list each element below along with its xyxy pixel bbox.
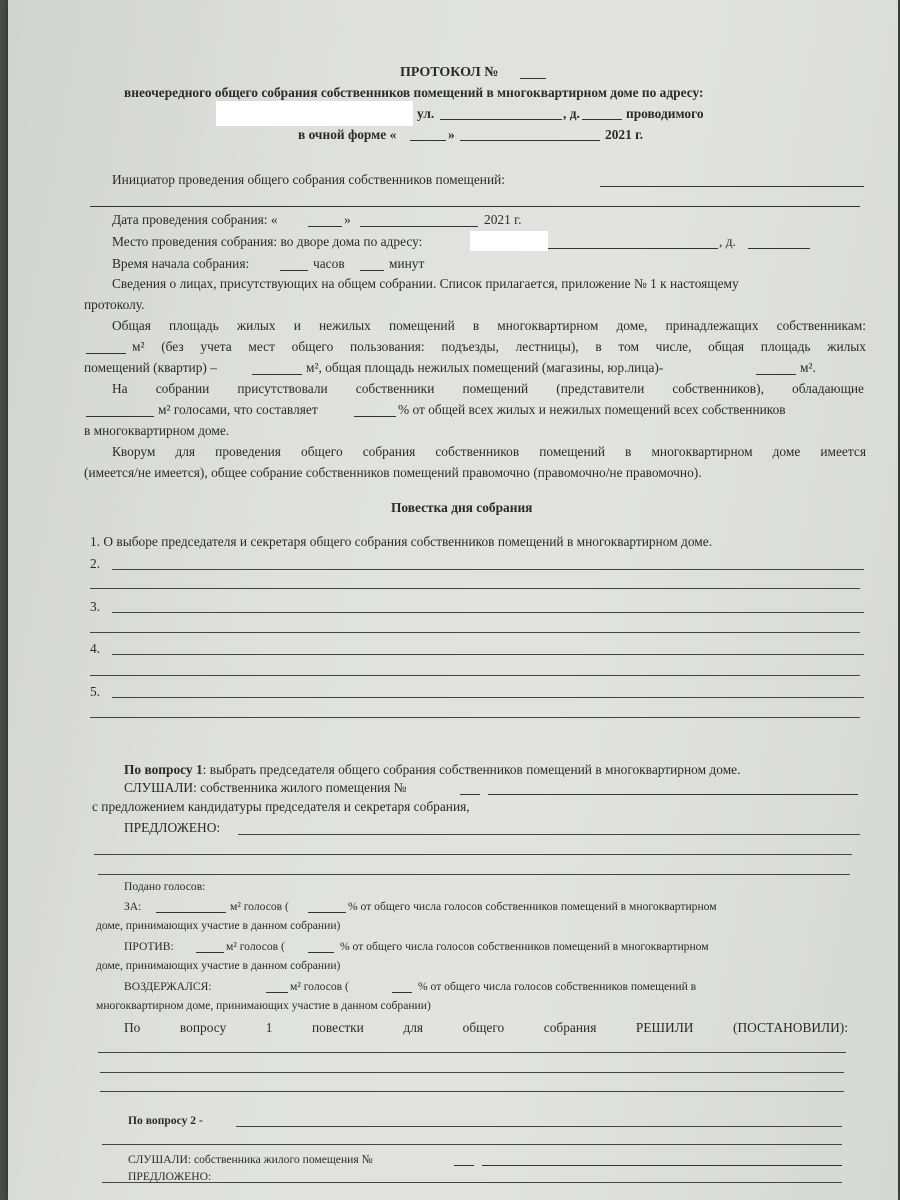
attendees-text-1: Сведения о лицах, присутствующих на общем собрании. Список прилагается, приложение № 1 к настоящему: [112, 276, 739, 291]
area-living-blank[interactable]: [252, 374, 302, 375]
votes-abstain-text-2: многоквартирном доме, принимающих участие в данном собрании): [96, 999, 431, 1012]
meeting-place-label: Место проведения собрания: во дворе дома по адресу:: [112, 234, 423, 249]
minutes-blank[interactable]: [360, 270, 384, 271]
quorum-text-1: Кворум для проведения общего собрания собственников помещений в многоквартирном доме имеется: [112, 444, 866, 459]
present-area-blank[interactable]: [86, 416, 154, 417]
area-text-3b: м², общая площадь нежилых помещений (магазины, юр.лица)-: [306, 360, 664, 375]
agenda-title: Повестка дня собрания: [391, 500, 533, 515]
agenda-item-5-line[interactable]: [112, 697, 864, 698]
present-percent-blank[interactable]: [354, 416, 396, 417]
agenda-item-2-line[interactable]: [112, 569, 864, 570]
votes-against-percent-blank[interactable]: [308, 952, 334, 953]
address-house-label: , д.: [563, 106, 580, 121]
question1-apartment-blank[interactable]: [460, 794, 480, 795]
question2-line[interactable]: [236, 1126, 842, 1127]
area-text-2: м² (без учета мест общего пользования: подъезды, лестницы), в том числе, общая площадь жилых: [132, 339, 866, 354]
question1-decision-line-2[interactable]: [100, 1072, 844, 1073]
form-quote-close: »: [448, 127, 455, 142]
document-page: [8, 0, 898, 1200]
place-house-label: , д.: [719, 234, 736, 249]
protocol-title: ПРОТОКОЛ №: [400, 65, 499, 80]
question1-proposed-line-2[interactable]: [94, 854, 852, 855]
votes-abstain-text: % от общего числа голосов собственников помещений в: [418, 980, 697, 993]
area-total-blank[interactable]: [86, 353, 126, 354]
present-text-2b: % от общей всех жилых и нежилых помещений всех собственников: [398, 402, 786, 417]
agenda-item-4-number: 4.: [90, 641, 101, 656]
question2-line-2[interactable]: [102, 1144, 842, 1145]
votes-against-label: ПРОТИВ:: [124, 940, 174, 953]
initiator-label: Инициатор проведения общего собрания собственников помещений:: [112, 172, 506, 187]
question1-proposed-line-3[interactable]: [98, 874, 850, 875]
initiator-blank[interactable]: [600, 186, 864, 187]
place-street-blank[interactable]: [548, 248, 718, 249]
question2-apartment-blank[interactable]: [454, 1165, 474, 1166]
votes-for-text: % от общего числа голосов собственников помещений в многоквартирном: [348, 900, 717, 913]
question1-heard-blank[interactable]: [488, 794, 858, 795]
attendees-text-2: протоколу.: [84, 297, 145, 312]
meeting-date-label: Дата проведения собрания: «: [112, 212, 278, 227]
area-text-3a: помещений (квартир) –: [84, 360, 217, 375]
question2-lead: По вопросу 2 -: [128, 1114, 203, 1127]
question1-proposed-line[interactable]: [238, 834, 860, 835]
votes-abstain-area-blank[interactable]: [266, 992, 288, 993]
present-text-3: в многоквартирном доме.: [84, 423, 230, 438]
protocol-number-blank[interactable]: [520, 78, 546, 79]
form-month-blank[interactable]: [460, 140, 600, 141]
present-text-2a: м² голосами, что составляет: [158, 402, 318, 417]
street-blank[interactable]: [440, 119, 562, 120]
redacted-address: [216, 101, 413, 126]
agenda-item-3-line[interactable]: [112, 612, 864, 613]
question1-proposed-label: ПРЕДЛОЖЕНО:: [124, 820, 221, 835]
votes-for-unit: м² голосов (: [230, 900, 289, 913]
question1-lead: [124, 762, 740, 778]
meeting-time-label: Время начала собрания:: [112, 256, 250, 271]
question1-lead-bold: По вопросу 1: [124, 762, 203, 777]
form-year: 2021 г.: [605, 127, 644, 142]
question1-lead-rest: : выбрать председателя общего собрания собственников помещений в многоквартирном доме.: [202, 762, 741, 777]
votes-label: Подано голосов:: [124, 880, 206, 893]
votes-against-text: % от общего числа голосов собственников помещений в многоквартирном: [340, 940, 709, 953]
place-house-blank[interactable]: [748, 248, 810, 249]
agenda-item-3-number: 3.: [90, 599, 101, 614]
question2-heard-blank[interactable]: [482, 1165, 842, 1166]
votes-for-label: ЗА:: [124, 900, 142, 913]
hours-label: часов: [313, 256, 345, 271]
question1-heard-cont: с предложением кандидатуры председателя и секретаря собрания,: [92, 799, 470, 814]
form-prefix: в очной форме «: [298, 127, 397, 142]
agenda-item-2-number: 2.: [90, 556, 101, 571]
question2-heard-label: СЛУШАЛИ: собственника жилого помещения №: [128, 1153, 373, 1166]
form-day-blank[interactable]: [410, 140, 446, 141]
votes-for-text-2: доме, принимающих участие в данном собрании): [96, 919, 341, 932]
votes-for-percent-blank[interactable]: [308, 912, 346, 913]
agenda-item-5-line-2[interactable]: [90, 717, 860, 718]
question1-decided: По вопросу 1 повестки для общего собрания РЕШИЛИ (ПОСТАНОВИЛИ):: [124, 1020, 848, 1035]
question1-heard-label: СЛУШАЛИ: собственника жилого помещения №: [124, 780, 407, 795]
agenda-item-1: 1. О выборе председателя и секретаря общего собрания собственников помещений в многоквартирном доме.: [90, 534, 713, 549]
meeting-month-blank[interactable]: [360, 226, 478, 227]
agenda-item-4-line-2[interactable]: [90, 675, 860, 676]
initiator-blank-2[interactable]: [90, 206, 860, 207]
house-blank[interactable]: [582, 119, 622, 120]
votes-abstain-label: ВОЗДЕРЖАЛСЯ:: [124, 980, 212, 993]
votes-against-text-2: доме, принимающих участие в данном собрании): [96, 959, 341, 972]
area-text-3c: м².: [800, 360, 816, 375]
area-text-1: Общая площадь жилых и нежилых помещений в многоквартирном доме, принадлежащих собственникам:: [112, 318, 866, 333]
question1-decision-line-1[interactable]: [98, 1052, 846, 1053]
votes-against-unit: м² голосов (: [226, 940, 285, 953]
address-street-label: ул.: [417, 106, 435, 121]
question1-decision-line-3[interactable]: [100, 1091, 844, 1092]
votes-against-area-blank[interactable]: [196, 952, 224, 953]
area-nonliving-blank[interactable]: [756, 374, 796, 375]
present-text-1: На собрании присутствовали собственники помещений (представители собственников), обладающие: [112, 381, 864, 396]
agenda-item-4-line[interactable]: [112, 654, 864, 655]
question2-proposed-label: ПРЕДЛОЖЕНО:: [128, 1170, 212, 1183]
question2-proposed-line[interactable]: [238, 1182, 838, 1183]
agenda-item-5-number: 5.: [90, 684, 101, 699]
redacted-place: [470, 231, 548, 251]
hours-blank[interactable]: [280, 270, 308, 271]
meeting-day-blank[interactable]: [308, 226, 342, 227]
protocol-subtitle: внеочередного общего собрания собственников помещений в многоквартирном доме по адресу:: [124, 85, 704, 100]
address-held-label: проводимого: [626, 106, 704, 121]
agenda-item-3-line-2[interactable]: [90, 632, 860, 633]
votes-for-area-blank[interactable]: [156, 912, 226, 913]
meeting-date-year: 2021 г.: [484, 212, 522, 227]
quorum-text-2: (имеется/не имеется), общее собрание собственников помещений правомочно (правомочно/не правомочно).: [84, 465, 702, 480]
votes-abstain-unit: м² голосов (: [290, 980, 349, 993]
minutes-label: минут: [389, 256, 425, 271]
votes-abstain-percent-blank[interactable]: [392, 992, 412, 993]
agenda-item-2-line-2[interactable]: [90, 588, 860, 589]
meeting-date-close: »: [344, 212, 351, 227]
